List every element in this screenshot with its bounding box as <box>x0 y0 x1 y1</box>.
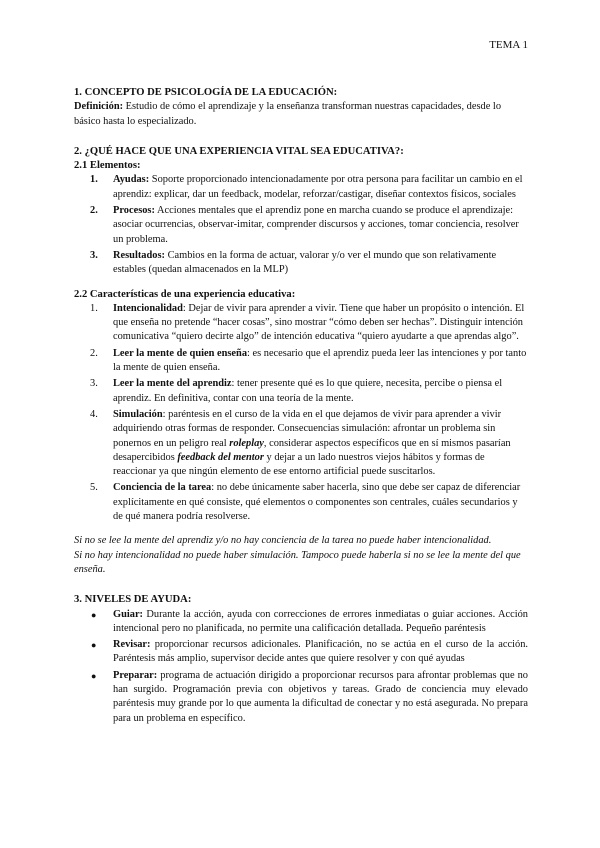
page-header-topic: TEMA 1 <box>489 39 528 51</box>
niveles-list <box>74 608 528 726</box>
list-term: Ayudas: <box>113 174 150 186</box>
list-item <box>74 608 528 637</box>
list-number: 2. <box>90 205 98 217</box>
section-niveles <box>74 593 528 726</box>
list-number: 4. <box>90 408 98 420</box>
list-item <box>74 638 528 667</box>
list-term: Conciencia de la tarea <box>113 482 212 494</box>
bullet-icon: ● <box>91 670 97 681</box>
list-text: y dejar a un lado nuestros viejos hábitos y formas de reaccionar ya que ningún elemento de ese entorno artificial puede suscitarlos. <box>113 451 485 478</box>
list-item <box>74 481 528 524</box>
section-concepto <box>74 86 528 129</box>
list-item <box>74 302 528 345</box>
list-number: 3. <box>90 249 98 261</box>
italic-note <box>74 534 528 577</box>
list-item <box>74 204 528 247</box>
list-text: : tener presente qué es lo que quiere, necesita, percibe o piensa el aprendiz. En definitiva, contar con una teoría de la mente. <box>113 378 503 404</box>
list-term: Procesos: <box>113 205 155 217</box>
list-text: proporcionar recursos adicionales. Planificación, no se actúa en el curso de la acción. Paréntesis más amplio, supervisor decide antes que quiere resolver y con qué ayudas <box>113 639 528 665</box>
list-item <box>74 669 528 726</box>
definition-text: Estudio de cómo el aprendizaje y la enseñanza transforman nuestras capacidades, desde lo básico hasta lo especializado. <box>74 101 502 127</box>
note-line-1: Si no se lee la mente del aprendiz y/o no hay conciencia de la tarea no puede haber intencionalidad. <box>74 535 492 547</box>
list-text: : paréntesis en el curso de la vida en el que dejamos de vivir para aprender a vivir adquiriendo otras formas de responder. Consecuencias simulación: afrontar un problema sin ponernos en un peligro real <box>113 408 502 449</box>
list-text: Acciones mentales que el aprendiz pone en marcha cuando se produce el aprendizaje: asociar ocurrencias, observar-imitar, comprender discursos y acciones, tomar conciencia, resolver un problema. <box>113 205 519 245</box>
bullet-icon: ● <box>91 640 97 651</box>
list-text: Cambios en la forma de actuar, valorar y/o ver el mundo que son relativamente estables (quedan almacenados en la MLP) <box>113 249 497 276</box>
section-title-1: 1. CONCEPTO DE PSICOLOGÍA DE LA EDUCACIÓN: <box>74 87 338 98</box>
list-term: Resultados: <box>113 249 165 261</box>
list-number: 2. <box>90 347 98 359</box>
definition-label: Definición: <box>74 101 124 113</box>
list-term: Intencionalidad <box>113 302 183 314</box>
list-item <box>74 249 528 278</box>
list-term: Simulación <box>113 408 163 420</box>
list-term: Leer la mente de quien enseña <box>113 347 248 359</box>
list-item <box>74 347 528 376</box>
document-body <box>74 86 528 728</box>
section-title-2: 2. ¿QUÉ HACE QUE UNA EXPERIENCIA VITAL SEA EDUCATIVA?: <box>74 145 404 157</box>
elementos-list <box>74 173 528 277</box>
list-term: Leer la mente del aprendiz <box>113 378 232 390</box>
definition-paragraph <box>74 100 528 129</box>
list-emphasis: feedback del mentor <box>177 451 264 463</box>
subsection-title-caracteristicas: 2.2 Características de una experiencia educativa: <box>74 288 296 300</box>
list-text: : es necesario que el aprendiz pueda leer las intenciones y por tanto la mente de quien enseña. <box>113 347 527 374</box>
list-text: programa de actuación dirigido a proporcionar recursos para afrontar problemas que no han surgido. Programación previa con objetivos y tareas. Grado de conciencia muy elevado paréntesis muy grande por lo que aumenta la dificultad de conectar y no está asegurada. No prepara para un problema en específico. <box>113 669 528 724</box>
list-number: 5. <box>90 482 98 494</box>
list-item <box>74 377 528 406</box>
list-text: Soporte proporcionado intencionadamente por otra persona para facilitar un cambio en el aprendiz: explicar, dar un feedback, modelar, reforzar/castigar, diseñar contextos físicos, sociales <box>113 174 523 200</box>
list-item <box>74 173 528 202</box>
list-term: Revisar: <box>113 639 151 651</box>
list-emphasis: roleplay <box>229 437 264 449</box>
list-term: Guiar: <box>113 608 144 620</box>
caracteristicas-list <box>74 302 528 524</box>
list-number: 1. <box>90 174 98 186</box>
list-number: 1. <box>90 302 98 314</box>
list-text: , considerar aspectos específicos que en sí mismos pasarían desapercibidos <box>113 437 511 463</box>
section-title-3: 3. NIVELES DE AYUDA: <box>74 594 192 606</box>
subsection-title-elementos: 2.1 Elementos: <box>74 160 141 172</box>
list-number: 3. <box>90 378 98 390</box>
list-item <box>74 408 528 479</box>
list-text: : Dejar de vivir para aprender a vivir. Tiene que haber un propósito o intención. El que enseña no pretende “hacer cosas”, sino mostrar “cómo deben ser hechas”. Distinguir intención comunicativa “quiero decirte algo” de intención educativa “quiero ayudarte a que aprendas algo”. <box>113 302 525 343</box>
list-text: : no debe únicamente saber hacerla, sino que debe ser capaz de diferenciar explícitamente en qué consiste, qué elementos o componentes son centrales, cuáles secundarios y de qué manera podría resolverse. <box>113 482 521 523</box>
section-experiencia <box>74 145 528 577</box>
note-line-2: Si no hay intencionalidad no puede haber simulación. Tampoco puede haberla si no se lee la mente del que enseña. <box>74 549 521 575</box>
list-text: Durante la acción, ayuda con correcciones de errores inmediatas o guiar acciones. Acción intencional pero no planificada, no permite una calificación detallada. Pequeño paréntesis <box>113 608 528 634</box>
bullet-icon: ● <box>91 609 97 620</box>
list-term: Preparar: <box>113 669 158 681</box>
